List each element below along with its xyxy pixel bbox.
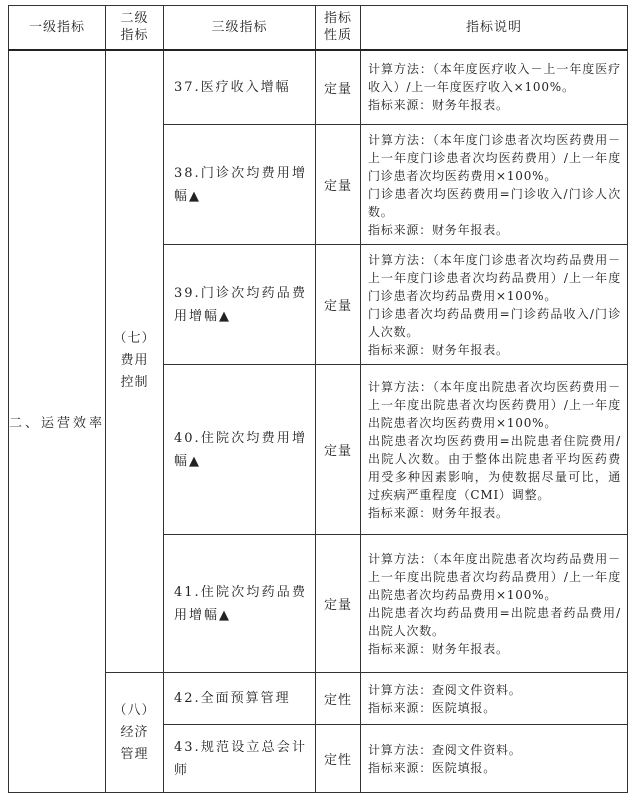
indicator-cell: 38.门诊次均费用增幅▲ [164,125,316,245]
header-level2: 二级指标 [106,6,164,50]
description-cell: 计算方法：查阅文件资料。 指标来源：医院填报。 [361,673,628,725]
header-level1: 一级指标 [9,6,106,50]
level2-cell-economic-management: （八） 经济 管理 [106,673,164,793]
indicator-cell: 40.住院次均费用增幅▲ [164,365,316,535]
header-row [9,6,628,50]
indicator-cell: 41.住院次均药品费用增幅▲ [164,535,316,673]
description-cell: 计算方法：（本年度出院患者次均药品费用－上一年度出院患者次均药品费用）/上一年度出院患者次均药品费用×100%。 出院患者次均药品费用=出院患者药品费用/出院人次数。 指标来源：财务年报表。 [361,535,628,673]
nature-cell: 定量 [316,365,361,535]
description-cell: 计算方法：（本年度门诊患者次均药品费用－上一年度门诊患者次均药品费用）/上一年度门诊患者次均药品费用×100%。 门诊患者次均药品费用=门诊药品收入/门诊人次数。 指标来源：财务年报表。 [361,245,628,365]
indicator-cell: 43.规范设立总会计师 [164,725,316,793]
description-cell: 计算方法：查阅文件资料。 指标来源：医院填报。 [361,725,628,793]
description-cell: 计算方法：（本年度出院患者次均医药费用－上一年度出院患者次均医药费用）/上一年度出院患者次均医药费用×100%。 出院患者次均医药费用=出院患者住院费用/出院人次数。由于整体出院患者平均医药费用受多种因素影响，为使数据尽量可比，通过疾病严重程度（CMI）调整。 指标来源：财务年报表。 [361,365,628,535]
table-row [9,50,628,125]
header-level3: 三级指标 [164,6,316,50]
description-cell: 计算方法：（本年度医疗收入－上一年度医疗收入）/上一年度医疗收入×100%。 指标来源：财务年报表。 [361,50,628,125]
indicator-table [8,5,628,793]
indicator-cell: 37.医疗收入增幅 [164,50,316,125]
level1-cell: 二、运营效率 [9,50,106,793]
indicator-cell: 39.门诊次均药品费用增幅▲ [164,245,316,365]
level2-cell-cost-control: （七） 费用 控制 [106,50,164,673]
header-nature: 指标性质 [316,6,361,50]
nature-cell: 定性 [316,725,361,793]
header-description: 指标说明 [361,6,628,50]
nature-cell: 定量 [316,50,361,125]
nature-cell: 定性 [316,673,361,725]
nature-cell: 定量 [316,125,361,245]
indicator-cell: 42.全面预算管理 [164,673,316,725]
nature-cell: 定量 [316,535,361,673]
description-cell: 计算方法：（本年度门诊患者次均医药费用－上一年度门诊患者次均医药费用）/上一年度门诊患者次均医药费用×100%。 门诊患者次均医药费用=门诊收入/门诊人次数。 指标来源：财务年报表。 [361,125,628,245]
nature-cell: 定量 [316,245,361,365]
